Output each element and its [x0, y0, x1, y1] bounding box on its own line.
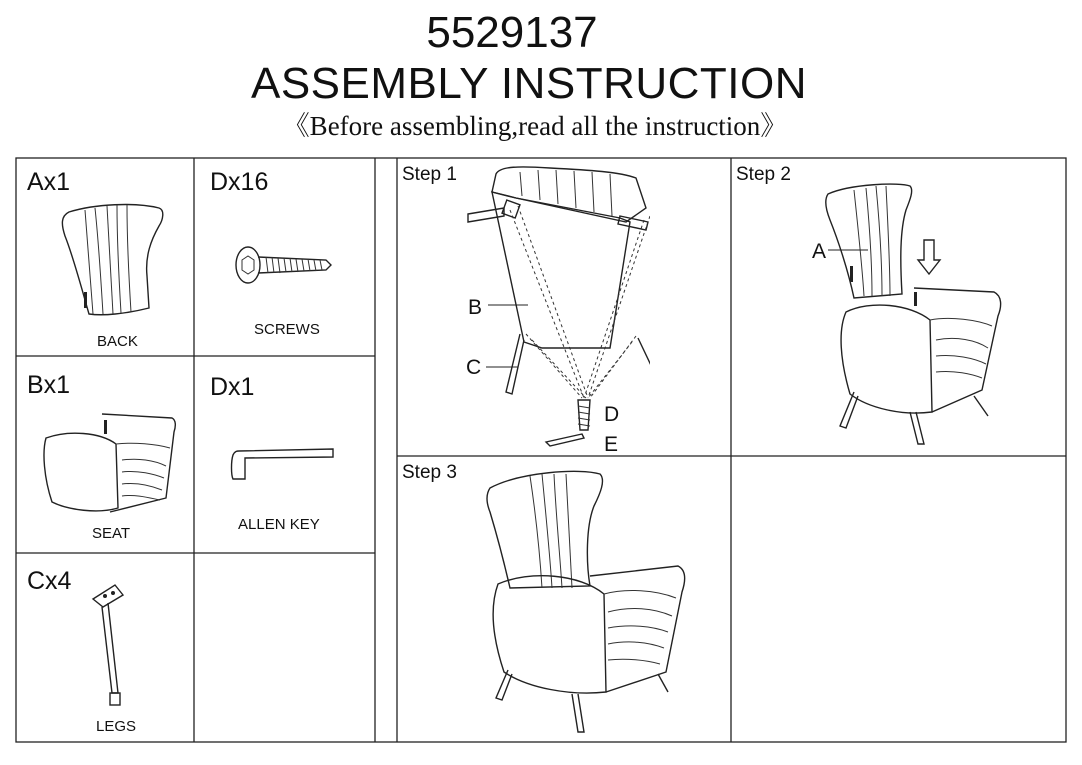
chair-back-icon	[55, 196, 175, 326]
callout-c-leader	[486, 362, 518, 372]
model-number: 5529137	[426, 8, 598, 57]
screw-icon	[228, 240, 338, 290]
step-1-label: Step 1	[402, 164, 457, 185]
part-b-label: SEAT	[92, 525, 131, 542]
callout-b: B	[468, 296, 483, 319]
part-d-screws-id: Dx16	[210, 168, 269, 196]
callout-d: D	[604, 403, 620, 426]
chair-seat-icon	[38, 408, 183, 518]
callout-a: A	[812, 240, 827, 263]
part-d-key-id: Dx1	[210, 373, 255, 401]
callout-c: C	[466, 356, 482, 379]
part-c-label: LEGS	[96, 718, 137, 735]
callout-a-leader	[828, 245, 868, 255]
part-a-id: Ax1	[27, 168, 71, 196]
part-b-id: Bx1	[27, 371, 71, 399]
part-d-screws-label: SCREWS	[254, 321, 320, 338]
part-d-key-label: ALLEN KEY	[238, 516, 320, 533]
callout-e: E	[604, 433, 619, 456]
step-2-label: Step 2	[736, 164, 791, 185]
page-title: ASSEMBLY INSTRUCTION	[250, 59, 808, 108]
page-subtitle: 《Before assembling,read all the instruction》	[282, 111, 788, 141]
part-c-id: Cx4	[27, 567, 72, 595]
callout-b-leader	[488, 300, 528, 310]
part-a-label: BACK	[97, 333, 138, 350]
chair-leg-icon	[85, 583, 135, 713]
allen-key-icon	[225, 445, 340, 485]
step-3-illustration	[480, 466, 700, 738]
step-2-illustration	[810, 180, 1010, 450]
step-3-label: Step 3	[402, 462, 457, 483]
